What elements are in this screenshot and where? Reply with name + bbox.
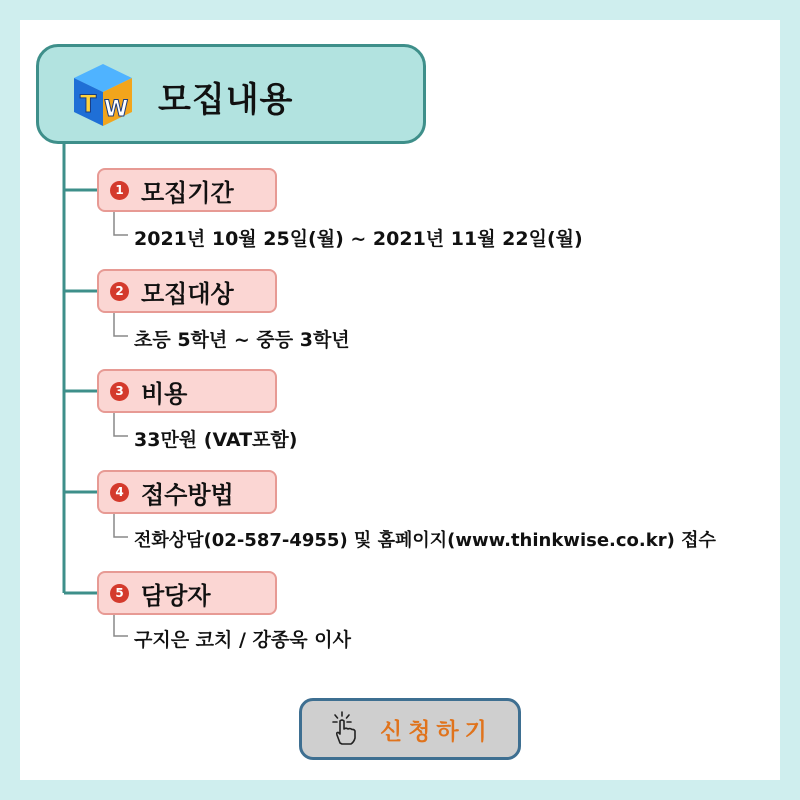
apply-button[interactable] xyxy=(299,698,521,760)
number-badge: 4 xyxy=(110,483,129,502)
topic-label: 모집대상 xyxy=(141,279,234,308)
apply-button-label: 신청하기 xyxy=(380,718,493,745)
tap-hand-icon xyxy=(330,711,360,747)
topic-target xyxy=(97,269,277,313)
topic-label: 접수방법 xyxy=(141,480,234,509)
number-badge: 5 xyxy=(110,584,129,603)
topic-label: 모집기간 xyxy=(141,178,234,207)
topic-detail: 초등 5학년 ~ 중등 3학년 xyxy=(134,329,350,351)
number-badge: 2 xyxy=(110,282,129,301)
topic-contact-person xyxy=(97,571,277,615)
topic-label: 담당자 xyxy=(141,581,211,610)
topic-detail: 전화상담(02-587-4955) 및 홈페이지(www.thinkwise.co.kr) 접수 xyxy=(134,530,716,551)
number-badge: 1 xyxy=(110,181,129,200)
topic-detail: 2021년 10월 25일(월) ~ 2021년 11월 22일(월) xyxy=(134,228,583,250)
thinkwise-cube-logo-icon xyxy=(68,60,138,130)
topic-label: 비용 xyxy=(141,379,188,408)
svg-text:T: T xyxy=(80,90,97,118)
topic-detail: 33만원 (VAT포함) xyxy=(134,429,298,451)
topic-detail: 구지은 코치 / 강종욱 이사 xyxy=(134,629,351,651)
number-badge: 3 xyxy=(110,382,129,401)
topic-recruitment-period xyxy=(97,168,277,212)
svg-text:W: W xyxy=(104,97,129,122)
root-title: 모집내용 xyxy=(158,80,294,120)
topic-cost xyxy=(97,369,277,413)
topic-application-method xyxy=(97,470,277,514)
